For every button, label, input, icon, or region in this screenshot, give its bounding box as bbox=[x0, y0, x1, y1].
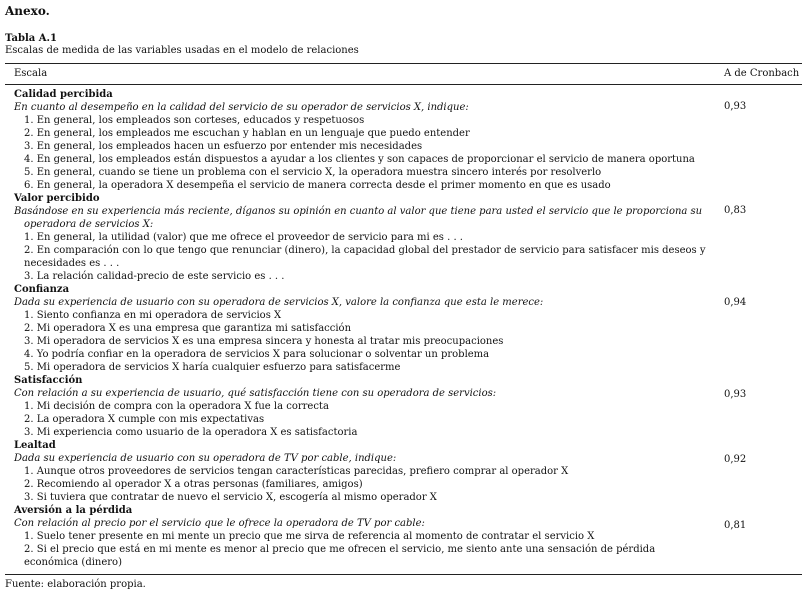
section-item: 4. Yo podría confiar en la operadora de servicios X para solucionar o solventar un problema bbox=[24, 349, 490, 360]
table-caption: Tabla A.1 bbox=[5, 33, 57, 44]
header-alpha: A de Cronbach bbox=[724, 68, 800, 79]
section-item: 1. En general, la utilidad (valor) que me ofrece el proveedor de servicio para mi es . . . bbox=[24, 232, 463, 243]
section-intro-cont: operadora de servicios X: bbox=[24, 219, 154, 230]
section-item-cont: necesidades es . . . bbox=[24, 258, 120, 269]
section-item: 2. En general, los empleados me escuchan y hablan en un lenguaje que puedo entender bbox=[24, 128, 470, 139]
section-item: 5. Mi operadora de servicios X haría cualquier esfuerzo para satisfacerme bbox=[24, 362, 401, 373]
section-item: 3. En general, los empleados hacen un esfuerzo por entender mis necesidades bbox=[24, 141, 423, 152]
section-item: 1. Siento confianza en mi operadora de servicios X bbox=[24, 310, 282, 321]
alpha-value: 0,83 bbox=[724, 205, 747, 216]
section-item: 6. En general, la operadora X desempeña el servicio de manera correcta desde el primer momento en que es usado bbox=[24, 180, 611, 191]
alpha-value: 0,81 bbox=[724, 520, 747, 531]
section-item: 1. En general, los empleados son corteses, educados y respetuosos bbox=[24, 115, 365, 126]
annex-heading: Anexo. bbox=[5, 4, 50, 18]
header-rule bbox=[5, 84, 802, 85]
alpha-value: 0,92 bbox=[724, 454, 747, 465]
section-item: 1. Aunque otros proveedores de servicios tengan características parecidas, prefiero comprar al operador X bbox=[24, 466, 569, 477]
section-item: 2. Recomiendo al operador X a otras personas (familiares, amigos) bbox=[24, 479, 363, 490]
table-subtitle: Escalas de medida de las variables usadas en el modelo de relaciones bbox=[5, 45, 359, 56]
section-intro: Con relación al precio por el servicio que le ofrece la operadora de TV por cable: bbox=[14, 518, 425, 529]
section-item-cont: económica (dinero) bbox=[24, 557, 122, 568]
alpha-value: 0,93 bbox=[724, 101, 747, 112]
alpha-value: 0,94 bbox=[724, 297, 747, 308]
section-item: 2. Si el precio que está en mi mente es menor al precio que me ofrecen el servicio, me siento ante una sensación de pérdida bbox=[24, 544, 656, 555]
section-intro: Con relación a su experiencia de usuario, qué satisfacción tiene con su operadora de servicios: bbox=[14, 388, 497, 399]
alpha-value: 0,93 bbox=[724, 389, 747, 400]
section-item: 4. En general, los empleados están dispuestos a ayudar a los clientes y son capaces de proporcionar el servicio de manera oportuna bbox=[24, 154, 695, 165]
section-title: Aversión a la pérdida bbox=[14, 505, 133, 516]
section-item: 3. Mi experiencia como usuario de la operadora X es satisfactoria bbox=[24, 427, 358, 438]
table-body bbox=[14, 88, 714, 569]
top-rule bbox=[5, 63, 802, 64]
section-item: 3. Mi operadora de servicios X es una empresa sincera y honesta al tratar mis preocupaciones bbox=[24, 336, 504, 347]
section-item: 2. Mi operadora X es una empresa que garantiza mi satisfacción bbox=[24, 323, 352, 334]
section-title: Lealtad bbox=[14, 440, 56, 451]
bottom-rule bbox=[5, 574, 802, 575]
section-item: 1. Suelo tener presente en mi mente un precio que me sirva de referencia al momento de contratar el servicio X bbox=[24, 531, 595, 542]
section-intro: Basándose en su experiencia más reciente, díganos su opinión en cuanto al valor que tiene para usted el servicio que le proporciona su bbox=[14, 206, 703, 217]
section-item: 3. Si tuviera que contratar de nuevo el servicio X, escogería al mismo operador X bbox=[24, 492, 437, 503]
section-title: Valor percibido bbox=[14, 193, 100, 204]
section-intro: Dada su experiencia de usuario con su operadora de servicios X, valore la confianza que esta le merece: bbox=[14, 297, 544, 308]
section-item: 1. Mi decisión de compra con la operadora X fue la correcta bbox=[24, 401, 329, 412]
section-title: Calidad percibida bbox=[14, 89, 113, 100]
section-intro: Dada su experiencia de usuario con su operadora de TV por cable, indique: bbox=[14, 453, 397, 464]
section-item: 3. La relación calidad-precio de este servicio es . . . bbox=[24, 271, 285, 282]
source-note: Fuente: elaboración propia. bbox=[5, 579, 146, 590]
section-intro: En cuanto al desempeño en la calidad del servicio de su operador de servicios X, indique: bbox=[14, 102, 469, 113]
section-title: Confianza bbox=[14, 284, 70, 295]
section-item: 2. La operadora X cumple con mis expectativas bbox=[24, 414, 265, 425]
section-item: 2. En comparación con lo que tengo que renunciar (dinero), la capacidad global del prestador de servicio para satisfacer mis deseos y bbox=[24, 245, 706, 256]
section-title: Satisfacción bbox=[14, 375, 83, 386]
section-item: 5. En general, cuando se tiene un problema con el servicio X, la operadora muestra sincero interés por resolverlo bbox=[24, 167, 602, 178]
header-scale: Escala bbox=[14, 68, 48, 79]
